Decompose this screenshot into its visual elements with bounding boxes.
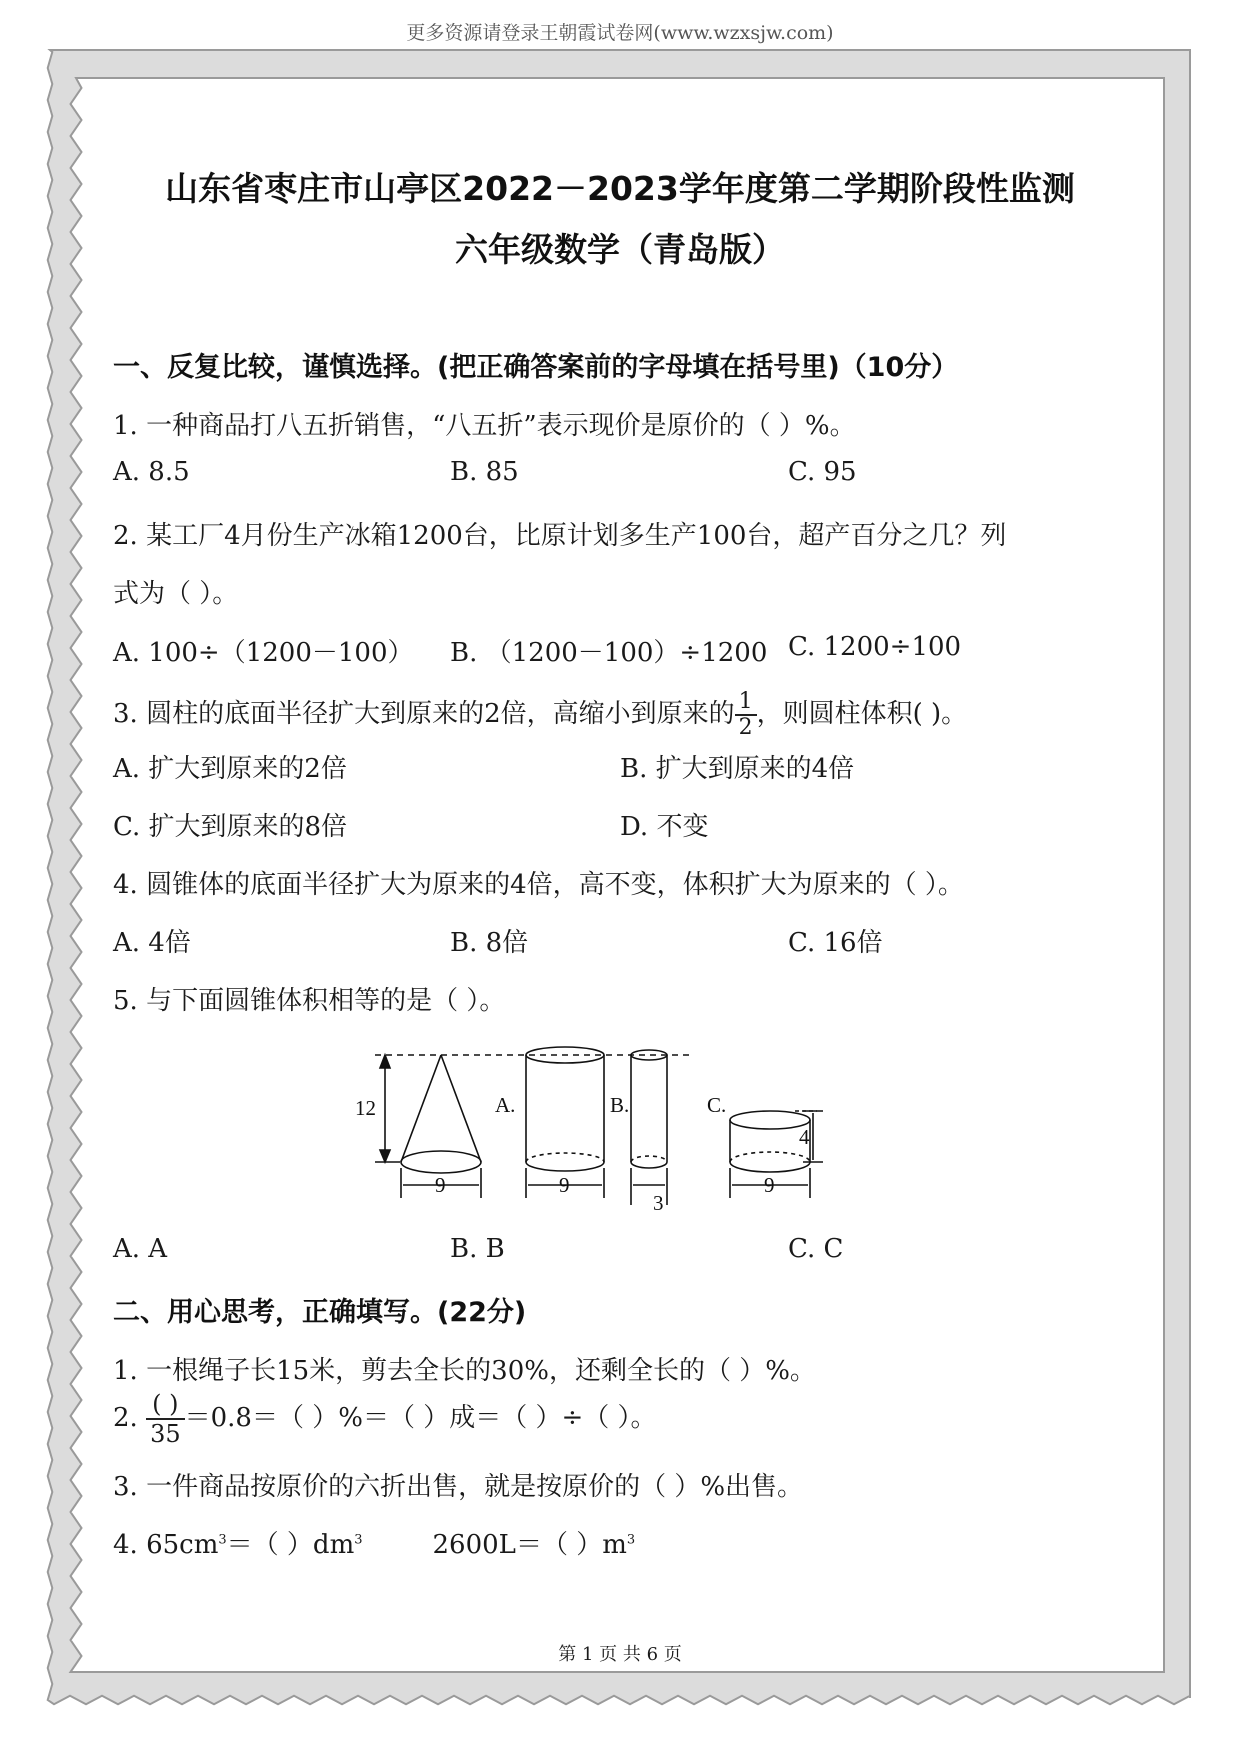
cyl-b-diameter-label: 3: [653, 1191, 664, 1215]
s1-q2-line2: 式为（ ）。: [113, 579, 239, 609]
cyl-a-bottom-front: [526, 1162, 604, 1171]
s2-q4-text: [113, 1524, 635, 1561]
s1-q3-frac-num: 1: [735, 690, 757, 716]
cone-height-arrowhead-top: [380, 1055, 390, 1068]
s1-q5-text: 5. 与下面圆锥体积相等的是（ ）。: [113, 986, 506, 1016]
s2-q4-sup2: 3: [354, 1532, 363, 1548]
s1-q3-text: [113, 690, 967, 740]
s1-q1-option-b: B. 85: [450, 457, 519, 487]
s2-q2-fraction: [146, 1390, 185, 1448]
cyl-c-diameter-label: 9: [764, 1173, 775, 1197]
s1-q4-option-c: C. 16倍: [788, 928, 883, 958]
s2-q2-prefix: 2.: [113, 1403, 138, 1433]
s1-q2-option-b: B. （1200－100）÷1200: [450, 638, 768, 668]
s1-q1-option-a: A. 8.5: [113, 457, 190, 487]
s1-q5-option-c: C. C: [788, 1234, 844, 1264]
s1-q3-after: ，则圆柱体积( )。: [756, 699, 968, 729]
s1-q4-option-b: B. 8倍: [450, 928, 529, 958]
s1-q3-fraction: [735, 690, 757, 740]
cyl-b-bottom-front: [631, 1162, 667, 1168]
cone-base: [401, 1151, 481, 1173]
s2-q4-sup1: 3: [218, 1532, 227, 1548]
section1-heading: 一、反复比较，谨慎选择。(把正确答案前的字母填在括号里)（10分）: [113, 352, 959, 383]
s2-q3-text: 3. 一件商品按原价的六折出售，就是按原价的（ ）%出售。: [113, 1472, 804, 1502]
cyl-c-label: C.: [707, 1093, 727, 1117]
s1-q2-line1: 2. 某工厂4月份生产冰箱1200台，比原计划多生产100台，超产百分之几？列: [113, 521, 1007, 551]
s1-q2-option-a: A. 100÷（1200－100）: [113, 638, 414, 668]
cyl-c-bottom-back: [730, 1152, 810, 1162]
s1-q3-option-c: C. 扩大到原来的8倍: [113, 812, 348, 842]
cyl-b-bottom-back: [631, 1156, 667, 1162]
s1-q3-option-d: D. 不变: [620, 812, 709, 842]
s2-q4-part2: ＝（ ）dm: [226, 1530, 355, 1560]
s1-q3-option-a: A. 扩大到原来的2倍: [113, 754, 347, 784]
s2-q2-frac-den: 35: [150, 1420, 181, 1448]
cyl-b-label: B.: [610, 1093, 630, 1117]
s1-q1-option-c: C. 95: [788, 457, 857, 487]
s1-q3-option-b: B. 扩大到原来的4倍: [620, 754, 855, 784]
header-note: 更多资源请登录王朝霞试卷网(www.wzxsjw.com): [406, 22, 834, 44]
s1-q1-text: 1. 一种商品打八五折销售，“八五折”表示现价是原价的（ ）%。: [113, 411, 856, 441]
cyl-c-bottom-front: [730, 1162, 810, 1172]
page-footer: 第 1 页 共 6 页: [558, 1644, 682, 1665]
cone-left-side: [401, 1055, 441, 1162]
volume-figure: [355, 1040, 825, 1215]
s1-q4-text: 4. 圆锥体的底面半径扩大为原来的4倍，高不变，体积扩大为原来的（ ）。: [113, 870, 964, 900]
s2-q2-rest: ＝0.8＝（ ）%＝（ ）成＝（ ）÷（ ）。: [184, 1403, 657, 1433]
s1-q3-frac-den: 2: [738, 715, 753, 740]
s2-q4-sup3: 3: [626, 1532, 636, 1548]
section2-heading: 二、用心思考，正确填写。(22分): [113, 1297, 527, 1328]
cyl-c-height-label: 4: [799, 1125, 810, 1149]
cone-height-arrowhead-bottom: [380, 1150, 390, 1162]
s2-q2-text: [113, 1390, 657, 1448]
cone-diameter-label: 9: [435, 1173, 446, 1197]
s2-q4-part1: 4. 65cm: [113, 1530, 219, 1560]
s1-q2-option-c: C. 1200÷100: [788, 632, 962, 662]
cone-height-label: 12: [355, 1096, 376, 1120]
title-line-1: 山东省枣庄市山亭区2022－2023学年度第二学期阶段性监测: [165, 169, 1075, 208]
s1-q4-option-a: A. 4倍: [113, 928, 191, 958]
cone-right-side: [441, 1055, 481, 1162]
cyl-a-bottom-back: [526, 1153, 604, 1162]
cyl-a-label: A.: [495, 1093, 516, 1117]
s1-q5-option-a: A. A: [113, 1234, 168, 1264]
s2-q2-frac-num: ( ): [146, 1390, 185, 1420]
s1-q3-before: 3. 圆柱的底面半径扩大到原来的2倍，高缩小到原来的: [113, 699, 735, 729]
s2-q1-text: 1. 一根绳子长15米，剪去全长的30%，还剩全长的（ ）%。: [113, 1356, 816, 1386]
cyl-c-top: [730, 1111, 810, 1129]
title-line-2: 六年级数学（青岛版）: [455, 230, 785, 269]
s2-q4-part3: 2600L＝（ ）m: [432, 1530, 627, 1560]
cyl-a-diameter-label: 9: [559, 1173, 570, 1197]
s1-q5-option-b: B. B: [450, 1234, 505, 1264]
